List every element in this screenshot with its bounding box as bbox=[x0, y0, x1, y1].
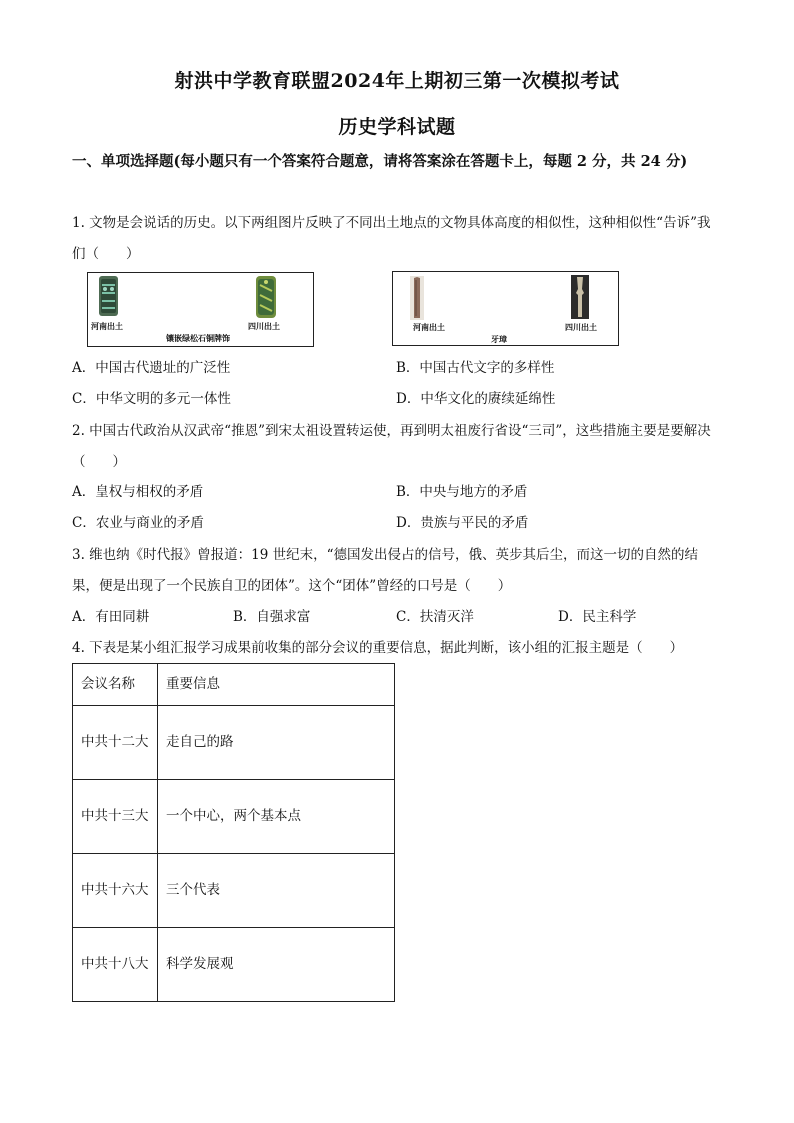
question-1-stem: 1. 文物是会说话的历史。以下两组图片反映了不同出土地点的文物具体高度的相似性，这种相似性“告诉”我们（ ） bbox=[72, 215, 711, 262]
table-cell-conference: 中共十三大 bbox=[73, 780, 158, 854]
table-cell-info: 走自己的路 bbox=[158, 706, 395, 780]
yazhang-sichuan-image bbox=[571, 275, 589, 319]
caption-sichuan-left: 四川出土 bbox=[248, 322, 280, 331]
table-cell-conference: 中共十八大 bbox=[73, 928, 158, 1002]
q2-option-c: C．农业与商业的矛盾 bbox=[72, 515, 204, 531]
table-header-cell: 会议名称 bbox=[73, 664, 158, 706]
q2-option-a: A．皇权与相权的矛盾 bbox=[72, 484, 204, 500]
bronze-plaque-henan-image bbox=[99, 276, 118, 316]
q1-figure-right bbox=[392, 271, 619, 346]
q1-option-a: A．中国古代遗址的广泛性 bbox=[72, 360, 231, 376]
caption-henan-right: 河南出土 bbox=[413, 323, 445, 332]
exam-subtitle: 历史学科试题 bbox=[338, 116, 456, 138]
q3-option-a: A．有田同耕 bbox=[72, 609, 150, 625]
conference-table bbox=[72, 663, 395, 1002]
table-row bbox=[73, 706, 395, 780]
table-header-row bbox=[73, 664, 395, 706]
yazhang-henan-image bbox=[410, 276, 424, 320]
exam-title: 射洪中学教育联盟2024年上期初三第一次模拟考试 bbox=[174, 70, 620, 92]
table-header-cell: 重要信息 bbox=[158, 664, 395, 706]
table-row bbox=[73, 928, 395, 1002]
caption-sichuan-right: 四川出土 bbox=[565, 323, 597, 332]
q1-option-b: B．中国古代文字的多样性 bbox=[396, 360, 555, 376]
q1-option-c: C．中华文明的多元一体性 bbox=[72, 391, 231, 407]
question-3-stem: 3. 维也纳《时代报》曾报道：19 世纪末，“德国发出侵占的信号，俄、英步其后尘，而这一切的自然的结果，便是出现了一个民族自卫的团体”。这个“团体”曾经的口号是（ ） bbox=[72, 547, 699, 594]
q2-option-b: B．中央与地方的矛盾 bbox=[396, 484, 528, 500]
table-row bbox=[73, 780, 395, 854]
table-cell-info: 科学发展观 bbox=[158, 928, 395, 1002]
section-heading: 一、单项选择题(每小题只有一个答案符合题意，请将答案涂在答题卡上，每题 2 分，共 24 分) bbox=[72, 153, 688, 170]
caption-yazhang: 牙璋 bbox=[491, 335, 507, 344]
q1-figure-left bbox=[87, 272, 314, 347]
caption-henan-left: 河南出土 bbox=[91, 322, 123, 331]
q3-option-b: B．自强求富 bbox=[233, 609, 311, 625]
table-row bbox=[73, 854, 395, 928]
table-cell-conference: 中共十二大 bbox=[73, 706, 158, 780]
caption-bronze-plaque: 镶嵌绿松石铜牌饰 bbox=[166, 334, 230, 343]
q1-option-d: D．中华文化的赓续延绵性 bbox=[396, 391, 556, 407]
table-cell-info: 三个代表 bbox=[158, 854, 395, 928]
question-2-stem: 2. 中国古代政治从汉武帝“推恩”到宋太祖设置转运使，再到明太祖废行省设“三司”，这些措施主要是要解决（ ） bbox=[72, 423, 711, 470]
q3-option-d: D．民主科学 bbox=[558, 609, 637, 625]
question-4-stem: 4. 下表是某小组汇报学习成果前收集的部分会议的重要信息，据此判断，该小组的汇报主题是（ ） bbox=[72, 640, 684, 656]
bronze-plaque-sichuan-image bbox=[256, 276, 276, 318]
table-cell-info: 一个中心，两个基本点 bbox=[158, 780, 395, 854]
q2-option-d: D．贵族与平民的矛盾 bbox=[396, 515, 529, 531]
table-cell-conference: 中共十六大 bbox=[73, 854, 158, 928]
q3-option-c: C．扶清灭洋 bbox=[396, 609, 474, 625]
